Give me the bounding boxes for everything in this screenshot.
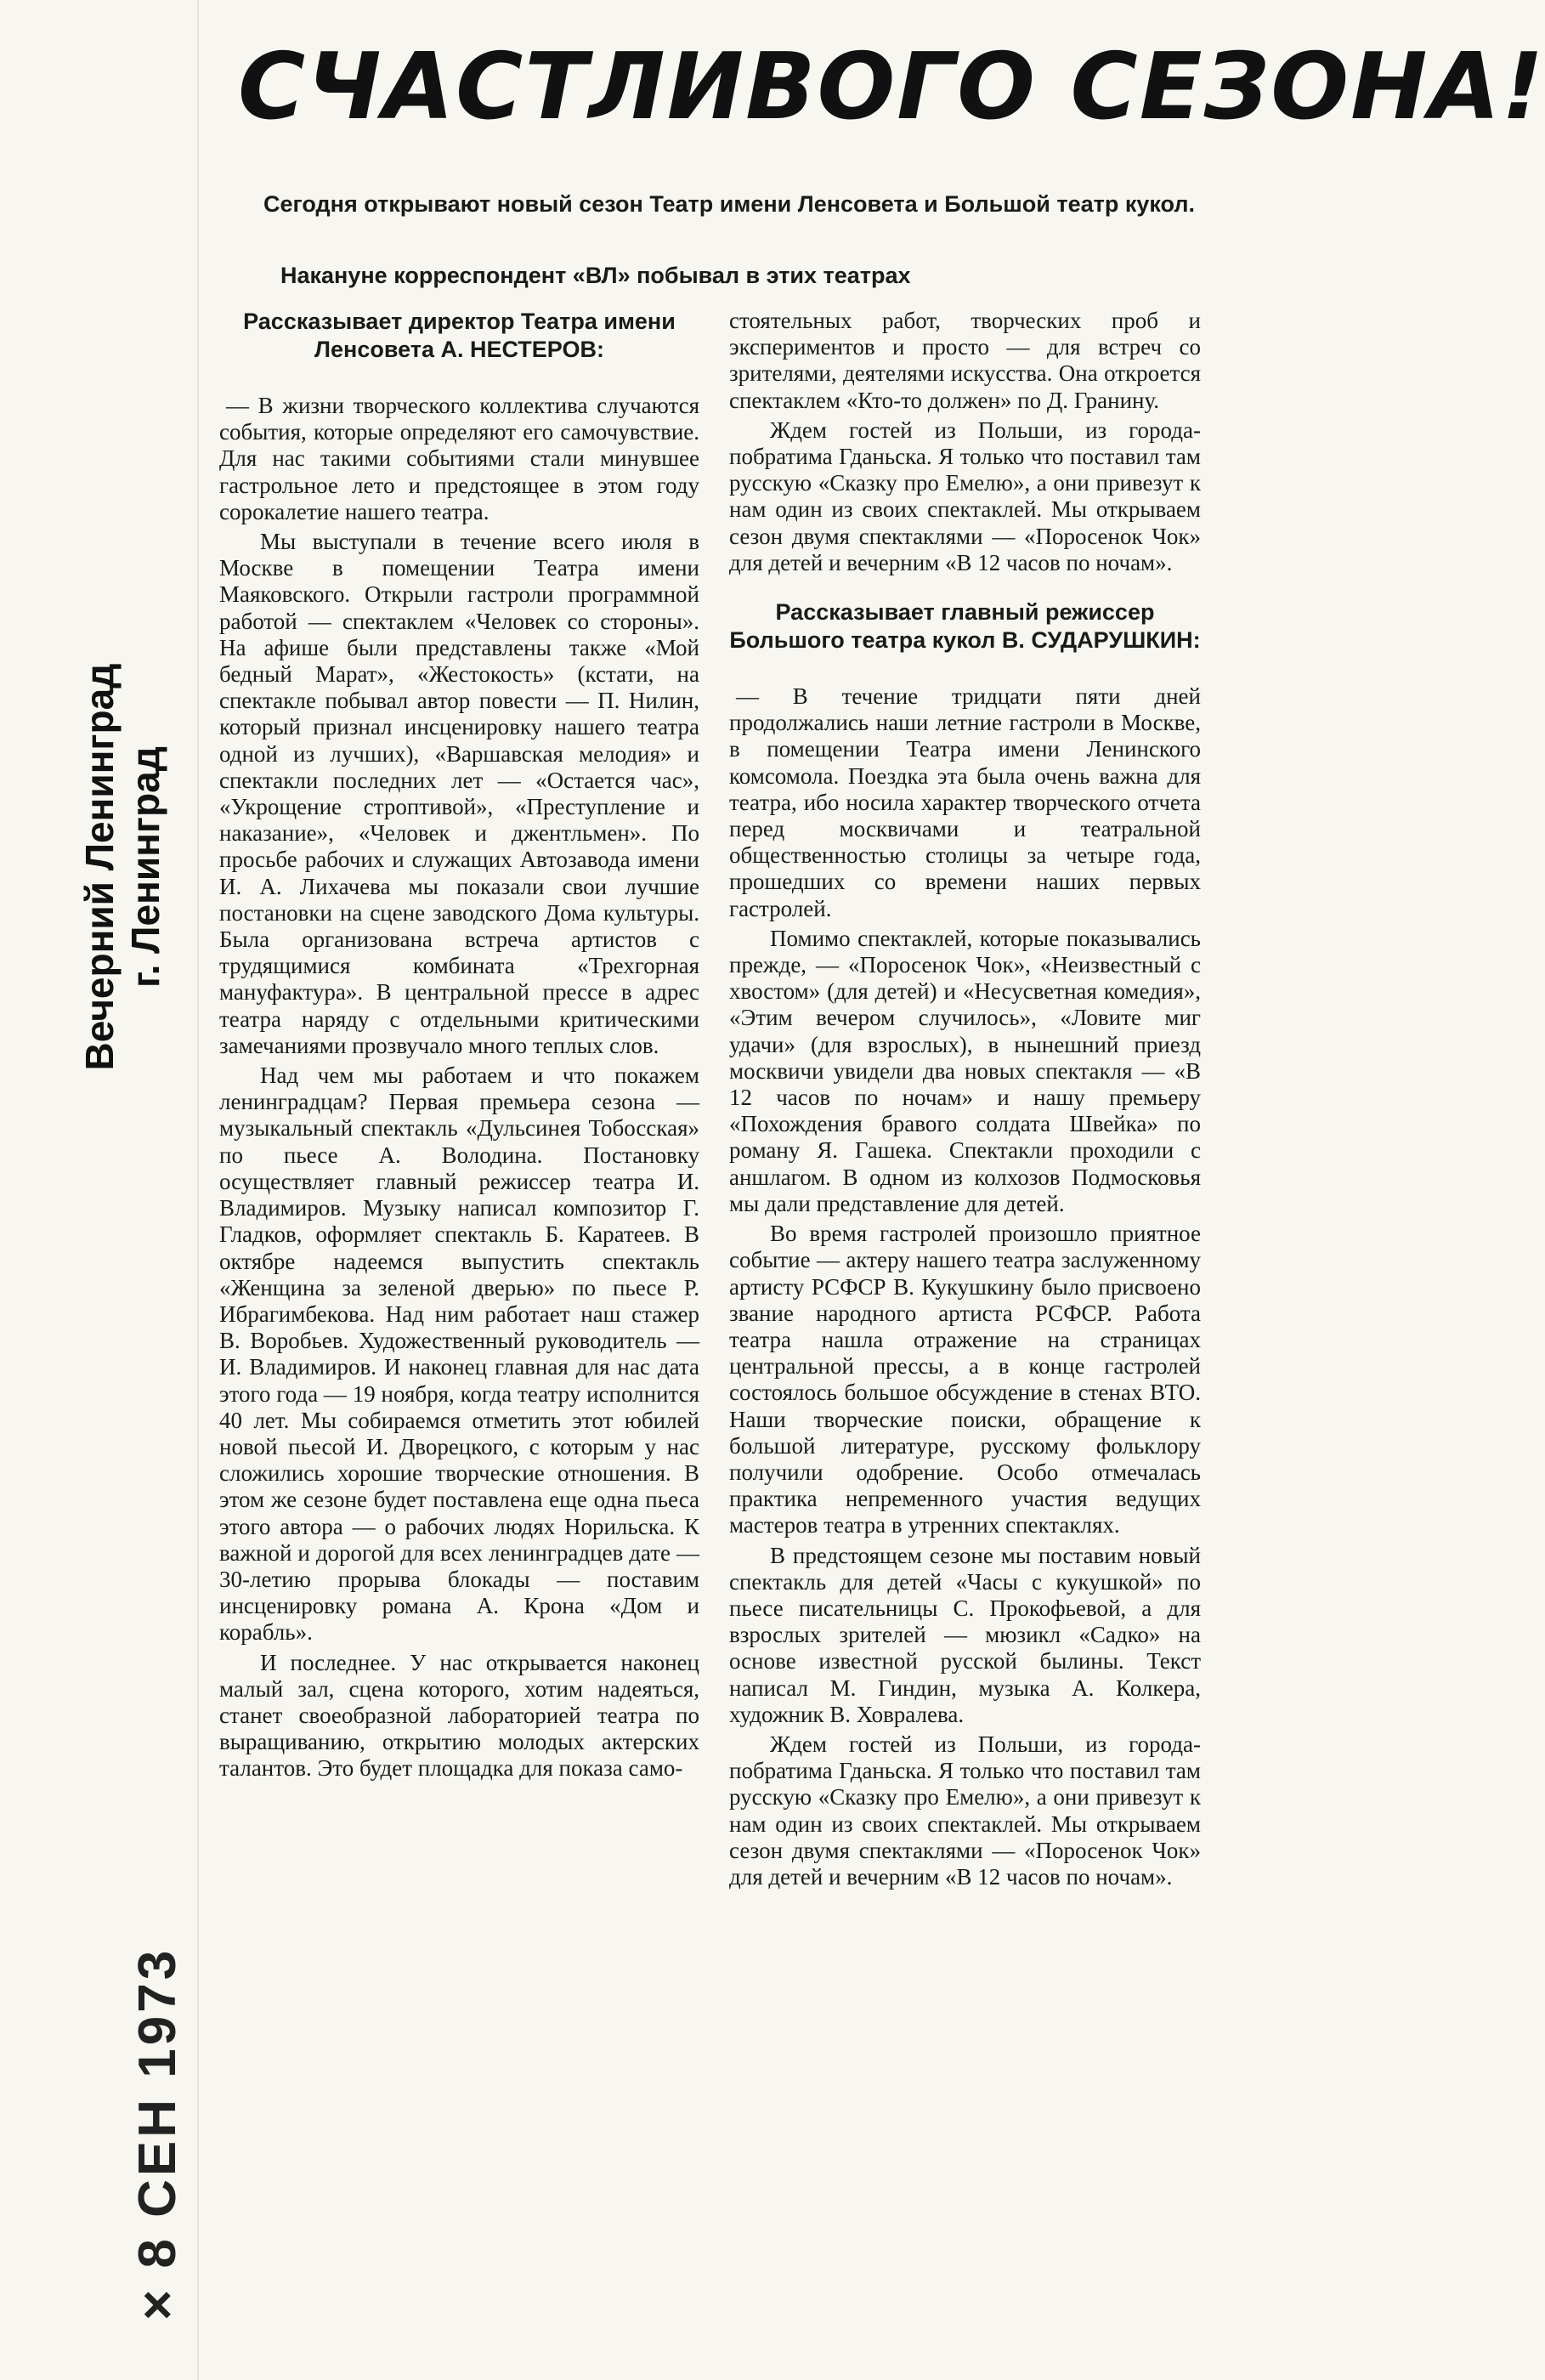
paragraph: Во время гастролей произошло приятное событие — актеру нашего театра заслуженному артисту РСФСР В. Кукушкину было присвоено звание народного артиста РСФСР. Работа театра нашла отражение на страницах центральной прессы, а в конце гастролей состоялось большое обсуждение в стенах ВТО. Наши творческие поиски, обращение к большой литературе, русскому фольклору получили одобрение. Особо отмечалась практика непременного участия ведущих мастеров театра в утренних спектаклях. — [729, 1221, 1201, 1538]
paragraph: Помимо спектаклей, которые показывались прежде, — «Поросенок Чок», «Неизвестный с хвостом» (для детей) и «Несусветная комедия», «Этим вечером случилось», «Ловите миг удачи» (для взрослых), в нынешний приезд москвичи увидели два новых спектакля — «В 12 часов по ночам» и нашу премьеру «Похождения бравого солдата Швейка» по роману Я. Гашека. Спектакли проходили с аншлагом. В одном из колхозов Подмосковья мы дали представление для детей. — [729, 925, 1201, 1216]
newspaper-stamp — [76, 604, 178, 1130]
paragraph: В предстоящем сезоне мы поставим новый спектакль для детей «Часы с кукушкой» по пьесе писательницы С. Прокофьевой, а для взрослых зрителей — мюзикл «Садко» на основе известной русской былины. Текст написал М. Гиндин, музыка А. Колкера, художник В. Ховралева. — [729, 1542, 1201, 1727]
column-2 — [729, 308, 1201, 1894]
scan-edge — [197, 0, 199, 2380]
lead-subtitle: Накануне корреспондент «ВЛ» побывал в этих театрах — [280, 263, 911, 288]
lead-paragraph: Сегодня открывают новый сезон Театр имени Ленсовета и Большой театр кукол. — [263, 191, 1195, 217]
paragraph: Мы выступали в течение всего июля в Москве в помещении Театра имени Маяковского. Открыли гастроли программной работой — спектаклем «Человек со стороны». На афише были представлены также «Мой бедный Марат», «Жестокость» (кстати, на спектакле побывал автор повести — П. Нилин, который признал инсценировку нашего театра одной из лучших), «Варшавская мелодия» и спектакли последних лет — «Остается час», «Укрощение строптивой», «Преступление и наказание», «Человек и джентльмен». По просьбе рабочих и служащих Автозавода имени И. А. Лихачева мы показали свои лучшие постановки на сцене заводского Дома культуры. Была организована встреча артистов с трудящимися комбината «Трехгорная мануфактура». В центральной прессе в адрес театра наряду с отдельными критическими замечаниями прозвучало много теплых слов. — [219, 529, 699, 1058]
byline-nesterov: Рассказывает директор Театра имени Ленсовета А. НЕСТЕРОВ: — [243, 309, 676, 362]
paragraph: — В жизни творческого коллектива случаются события, которые определяют его самочувствие. Для нас такими событиями стали минувшее гастрольное лето и предстоящее в этом году сорокалетие нашего театра. — [219, 393, 699, 524]
headline: СЧАСТЛИВОГО СЕЗОНА! — [238, 34, 1545, 140]
paragraph: И последнее. У нас открывается наконец малый зал, сцена которого, хотим надеяться, станет своеобразной лабораторией театра по выращиванию, открытию молодых актерских талантов. Это будет площадка для показа само- — [219, 1649, 699, 1782]
column-1 — [219, 308, 699, 1786]
newspaper-name: Вечерний Ленинград — [77, 663, 122, 1071]
paragraph: стоятельных работ, творческих проб и экспериментов и просто — для встреч со зрителями, деятелями искусства. Она откроется спектаклем «Кто-то должен» по Д. Гранину. — [729, 308, 1201, 413]
paragraph: — В течение тридцати пяти дней продолжались наши летние гастроли в Москве, в помещении Театра имени Ленинского комсомола. Поездка эта была очень важна для театра, ибо носила характер творческого отчета перед москвичами и театральной общественностью столицы за четыре года, прошедших со времени наших первых гастролей. — [729, 683, 1201, 921]
newspaper-city: г. Ленинград — [123, 746, 167, 988]
paragraph: Ждем гостей из Польши, из города-побратима Гданьска. Я только что поставил там русскую «Сказку про Емелю», а они привезут к нам один из своих спектаклей. Мы открываем сезон двумя спектаклями — «Поросенок Чок» для детей и вечерним «В 12 часов по ночам». — [729, 1731, 1201, 1890]
date-stamp: × 8 СЕН 1973 — [128, 1946, 187, 2320]
byline-sudarushkin: Рассказывает главный режиссер Большого театра кукол В. СУДАРУШКИН: — [729, 599, 1201, 654]
paragraph: Над чем мы работаем и что покажем ленинградцам? Первая премьера сезона — музыкальный спектакль «Дульсинея Тобосская» по пьесе А. Володина. Постановку осуществляет главный режиссер театра И. Владимиров. Музыку написал композитор Г. Гладков, оформляет спектакль Б. Каратеев. В октябре надеемся выпустить спектакль «Женщина за зеленой дверью» по пьесе Р. Ибрагимбекова. Над ним работает наш стажер В. Воробьев. Художественный руководитель — И. Владимиров. И наконец главная для нас дата этого года — 19 ноября, когда театру исполнится 40 лет. Мы собираемся отметить этот юбилей новой пьесой И. Дворецкого, с которым у нас сложились хорошие творческие отношения. В этом же сезоне будет поставлена еще одна пьеса этого автора — о рабочих людях Норильска. К важной и дорогой для всех ленинградцев дате — 30-летию прорыва блокады — поставим инсценировку романа А. Крона «Дом и корабль». — [219, 1062, 699, 1646]
paragraph: Ждем гостей из Польши, из города-побратима Гданьска. Я только что поставил там русскую «Сказку про Емелю», а они привезут к нам один из своих спектаклей. Мы открываем сезон двумя спектаклями — «Поросенок Чок» для детей и вечерним «В 12 часов по ночам». — [729, 416, 1201, 575]
